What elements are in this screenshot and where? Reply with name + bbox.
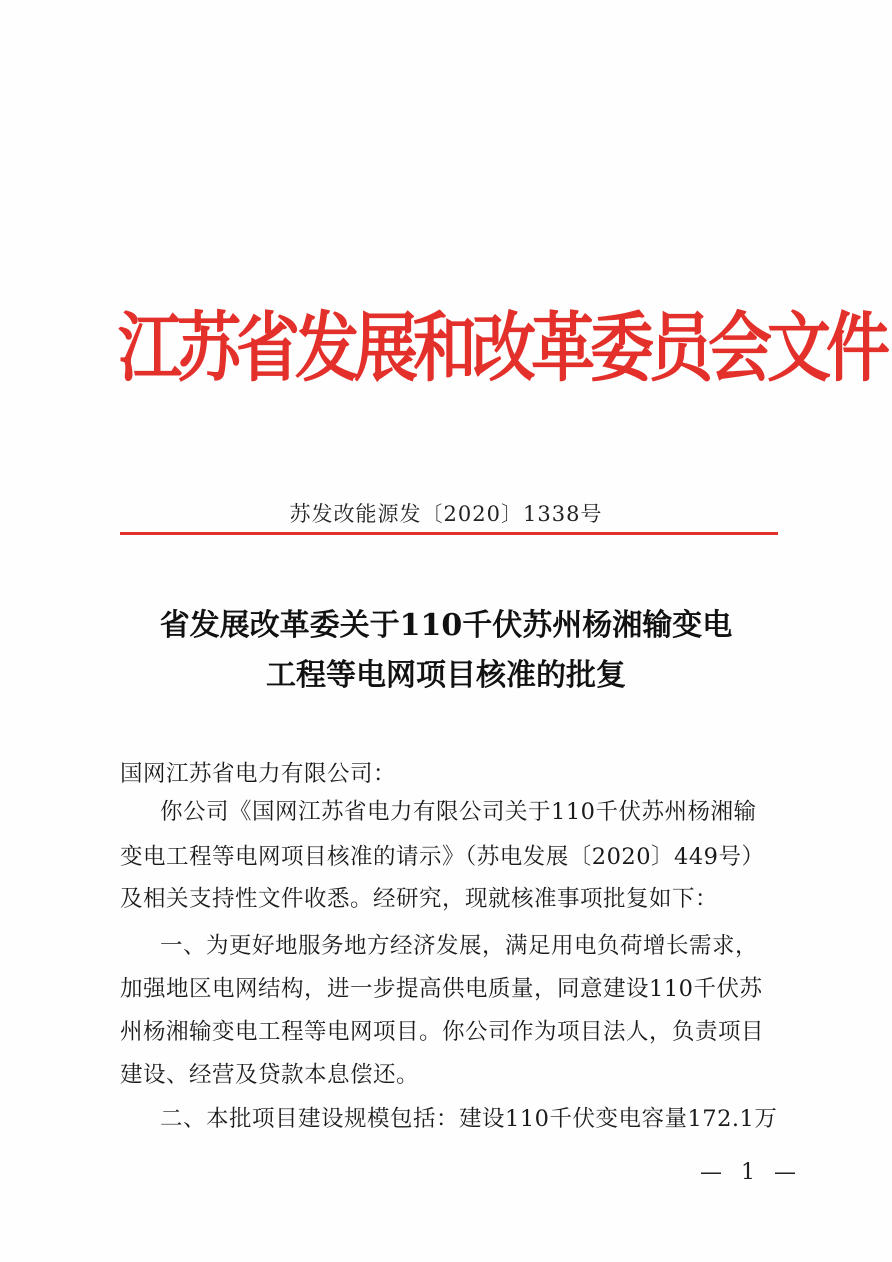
body-line-6: 州杨湘输变电工程等电网项目。你公司作为项目法人，负责项目 — [120, 1019, 765, 1045]
body-line-5: 加强地区电网结构，进一步提高供电质量，同意建设110千伏苏 — [120, 976, 763, 1002]
subject-line-1: 省发展改革委关于110千伏苏州杨湘输变电 — [159, 608, 733, 643]
document-number: 苏发改能源发〔2020〕1338号 — [289, 502, 603, 526]
addressee: 国网江苏省电力有限公司： — [120, 761, 397, 787]
body-line-7: 建设、经营及贷款本息偿还。 — [120, 1062, 420, 1088]
body-line-1: 你公司《国网江苏省电力有限公司关于110千伏苏州杨湘输 — [160, 799, 757, 825]
page-number: — 1 — — [700, 1160, 802, 1185]
body-line-8: 二、本批项目建设规模包括：建设110千伏变电容量172.1万 — [160, 1106, 778, 1132]
subject-line-2: 工程等电网项目核准的批复 — [266, 658, 626, 693]
body-line-3: 及相关支持性文件收悉。经研究，现就核准事项批复如下： — [120, 886, 719, 912]
body-line-4: 一、为更好地服务地方经济发展，满足用电负荷增长需求， — [160, 933, 759, 959]
red-divider — [120, 532, 778, 535]
body-line-2: 变电工程等电网项目核准的请示》（苏电发展〔2020〕449号） — [120, 844, 765, 870]
agency-title: 江苏省发展和改革委员会文件 — [118, 304, 885, 393]
